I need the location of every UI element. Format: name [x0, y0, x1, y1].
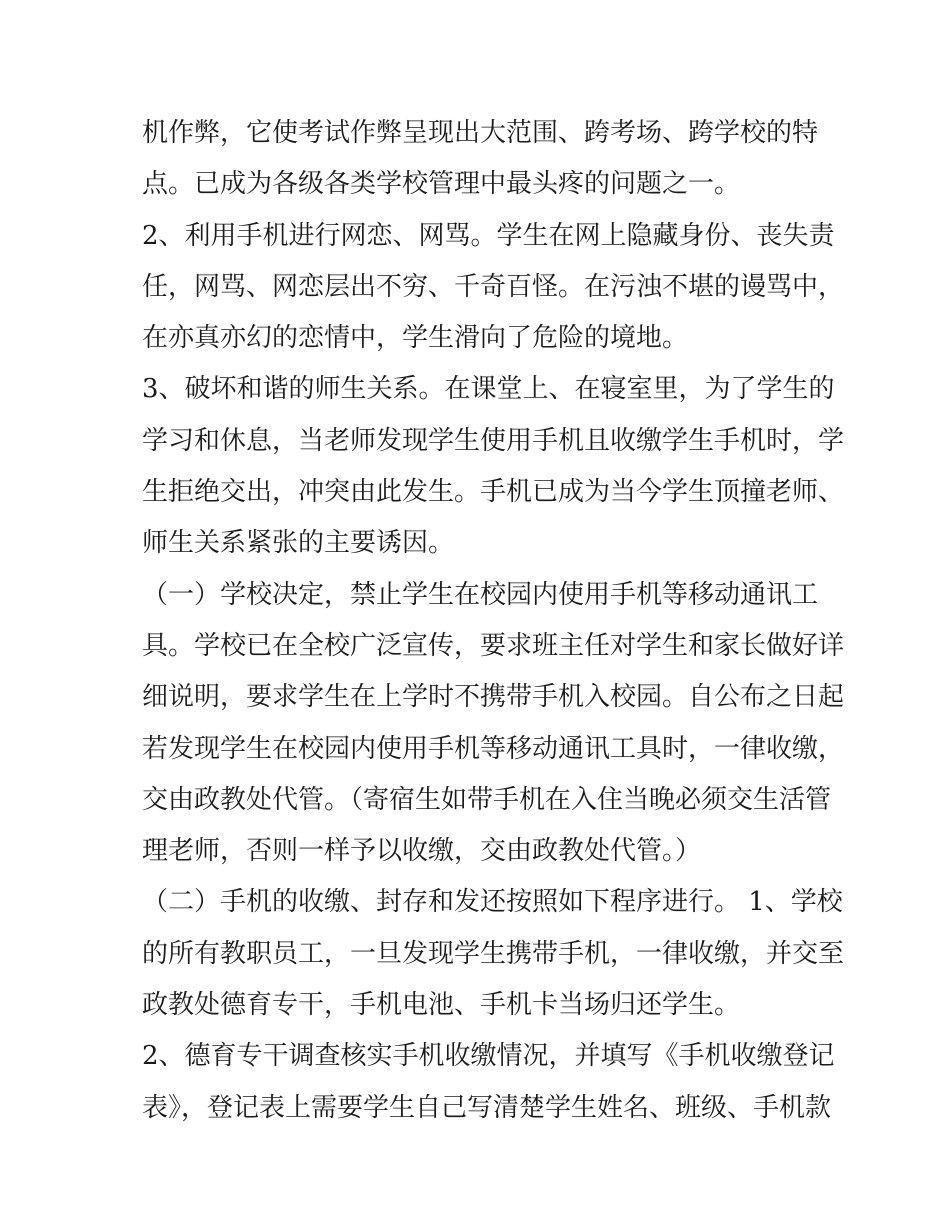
- text-line: 政教处德育专干，手机电池、手机卡当场归还学生。: [142, 990, 741, 1021]
- text-line: 细说明，要求学生在上学时不携带手机入校园。自公布之日起: [142, 682, 845, 713]
- text-line: 在亦真亦幻的恋情中，学生滑向了危险的境地。: [142, 323, 689, 354]
- text-line: 3、破坏和谐的师生关系。在课堂上、在寝室里，为了学生的: [142, 374, 835, 405]
- text-line: 任，网骂、网恋层出不穷、千奇百怪。在污浊不堪的谩骂中，: [142, 271, 845, 302]
- document-body: [142, 108, 845, 1134]
- text-line: （二）手机的收缴、封存和发还按照如下程序进行。 1、学校: [142, 887, 843, 918]
- text-line: 具。学校已在全校广泛宣传，要求班主任对学生和家长做好详: [142, 630, 845, 661]
- text-line: 的所有教职员工，一旦发现学生携带手机，一律收缴，并交至: [142, 938, 845, 969]
- text-line: 2、利用手机进行网恋、网骂。学生在网上隐藏身份、丧失责: [142, 220, 835, 251]
- text-line: 交由政教处代管。（寄宿生如带手机在入住当晚必须交生活管: [142, 784, 832, 815]
- text-line: 学习和休息，当老师发现学生使用手机且收缴学生手机时，学: [142, 425, 845, 456]
- text-line: 若发现学生在校园内使用手机等移动通讯工具时，一律收缴，: [142, 733, 845, 764]
- text-line: 生拒绝交出，冲突由此发生。手机已成为当今学生顶撞老师、: [142, 477, 845, 508]
- text-line: 师生关系紧张的主要诱因。: [142, 528, 455, 559]
- text-line: 点。已成为各级各类学校管理中最头疼的问题之一。: [142, 169, 741, 200]
- text-line: 2、德育专干调查核实手机收缴情况，并填写《手机收缴登记: [142, 1041, 835, 1072]
- text-line: 理老师，否则一样予以收缴，交由政教处代管。）: [142, 836, 702, 867]
- text-line: 机作弊，它使考试作弊呈现出大范围、跨考场、跨学校的特: [142, 118, 819, 148]
- text-line: （一）学校决定，禁止学生在校园内使用手机等移动通讯工: [142, 579, 819, 610]
- text-line: 表》，登记表上需要学生自己写清楚学生姓名、班级、手机款: [142, 1092, 832, 1123]
